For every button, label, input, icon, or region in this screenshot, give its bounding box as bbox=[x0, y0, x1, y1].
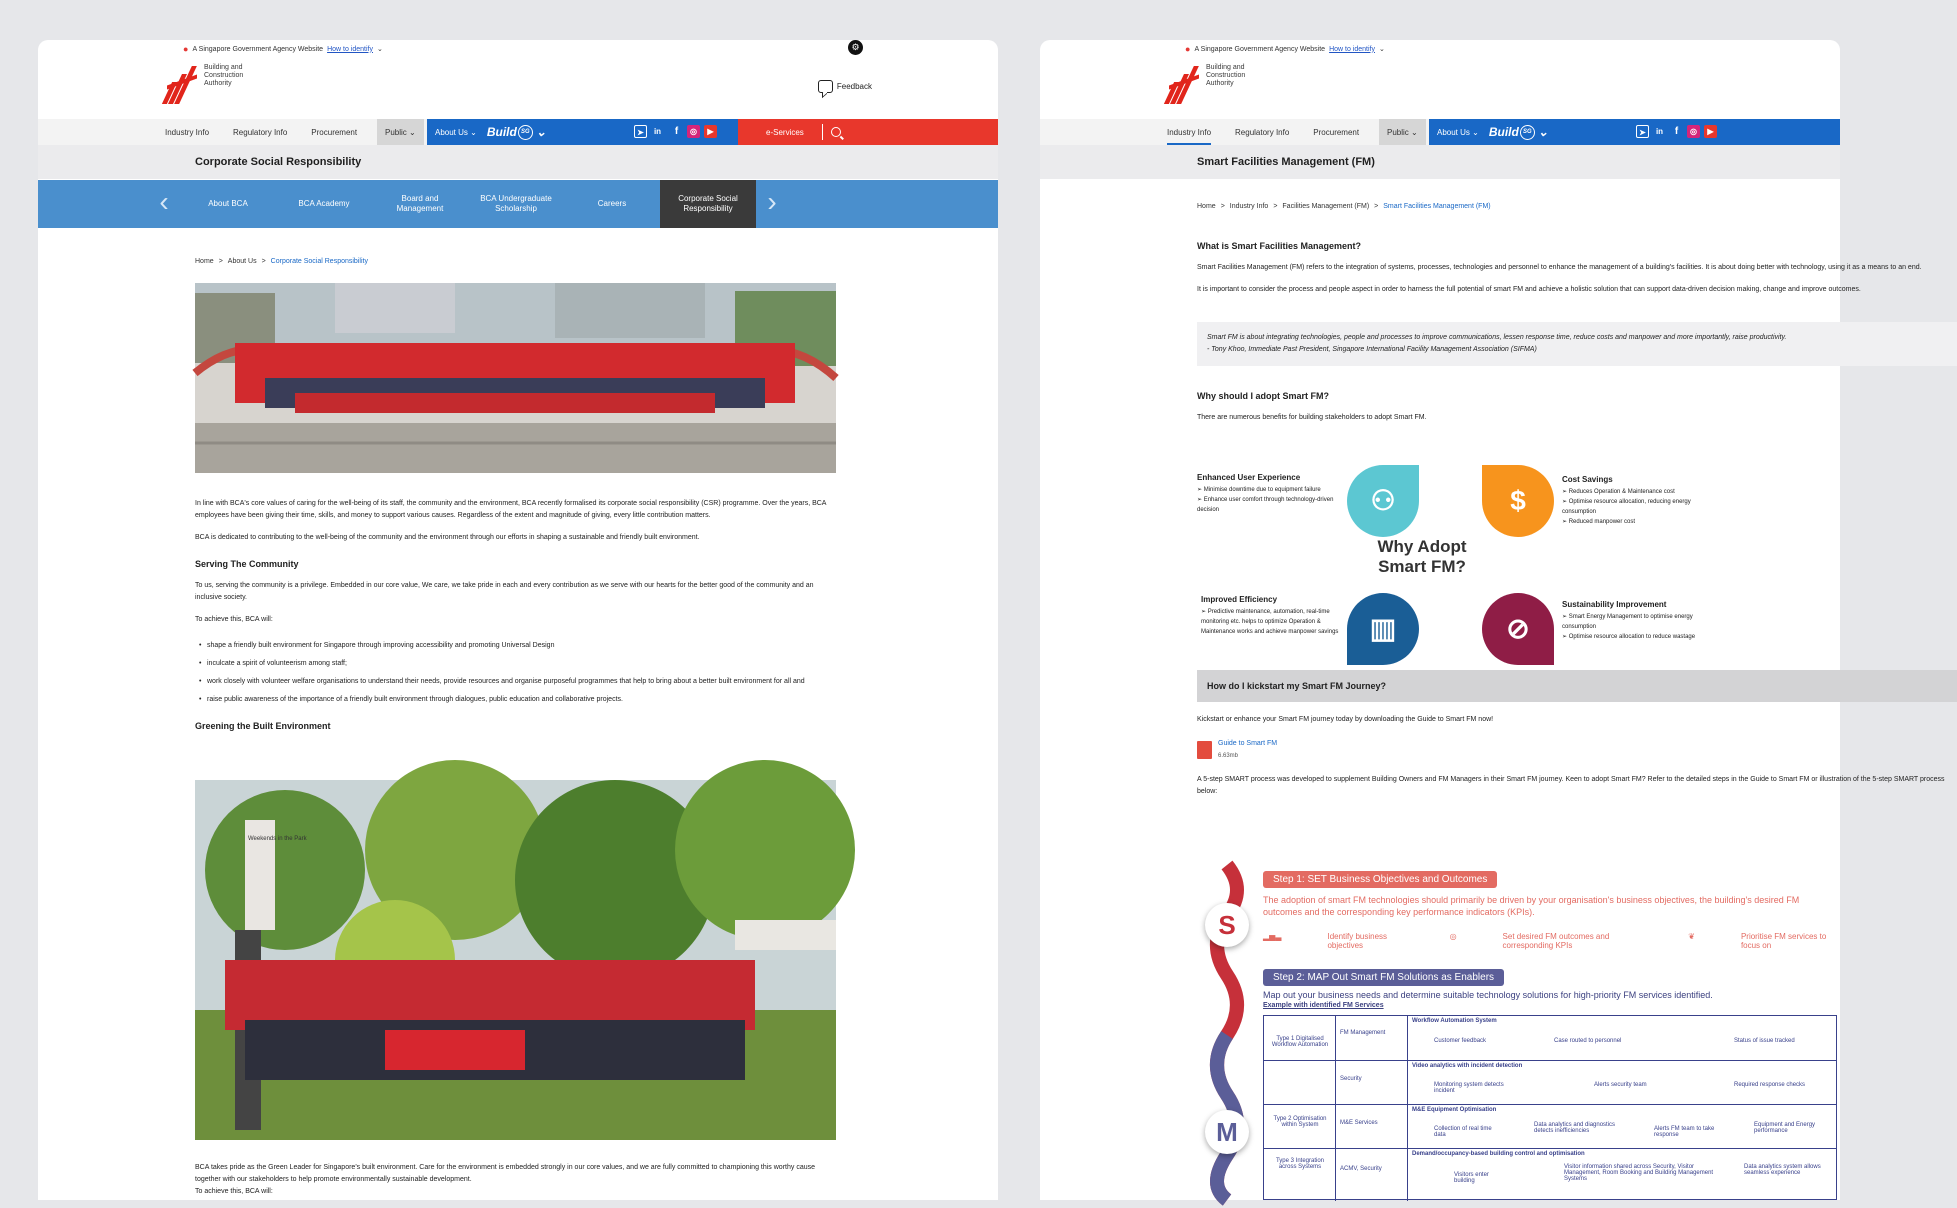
subnav-scholarship[interactable]: BCA Undergraduate Scholarship bbox=[480, 194, 552, 213]
step-2-title: Step 2: MAP Out Smart FM Solutions as Enablers bbox=[1263, 969, 1504, 986]
step-1-items bbox=[1263, 932, 1833, 950]
table-cell-step: Visitors enter building bbox=[1454, 1172, 1489, 1184]
buildsg-badge: SG bbox=[518, 125, 533, 140]
table-cell-service: FM Management bbox=[1340, 1030, 1386, 1036]
quote-text: Smart FM is about integrating technologies, people and processes to improve communications, lessen response time, reduce costs and manpower and more importantly, raise productivity. bbox=[1207, 334, 1787, 341]
bca-logo-mark-icon bbox=[165, 62, 201, 104]
logo-line-1: Building and bbox=[204, 64, 243, 71]
q1-text bbox=[1197, 485, 1337, 515]
chevron-right-icon[interactable]: › bbox=[767, 186, 777, 217]
heading-kickstart: How do I kickstart my Smart FM Journey? bbox=[1197, 670, 1957, 702]
q4-text bbox=[1562, 612, 1702, 642]
gov-banner bbox=[183, 44, 383, 54]
subnav-careers[interactable]: Careers bbox=[597, 199, 627, 208]
nav-about-section bbox=[1429, 119, 1840, 145]
nav-about-section bbox=[427, 119, 668, 145]
eservices-bar bbox=[738, 119, 998, 145]
q3-text: ➢ Predictive maintenance, automation, real-time monitoring etc. helps to optimize Operation & Maintenance works and achieve manpower savings bbox=[1201, 609, 1339, 635]
heading-serving-community: Serving The Community bbox=[195, 559, 299, 569]
nav-public-label: Public bbox=[385, 127, 407, 137]
nav-public[interactable]: Public ⌄ bbox=[377, 119, 424, 145]
instagram-icon[interactable]: ◎ bbox=[1687, 125, 1700, 138]
smart-fm-para-2: It is important to consider the process and people aspect in order to harness the full potential of smart FM and achieve a holistic solution that can support data-driven decision making, change and improve outcomes. bbox=[1197, 286, 1861, 293]
nav-industry-info[interactable]: Industry Info bbox=[165, 127, 210, 137]
heading-what-is-smart-fm: What is Smart Facilities Management? bbox=[1197, 241, 1362, 251]
bca-logo-mark-icon bbox=[1167, 62, 1203, 104]
buildsg-text: Build bbox=[486, 125, 517, 139]
csr-para-1: In line with BCA's core values of caring for the well-being of its staff, the community and the environment, BCA recently formalised its corporate social responsibility (CSR) programme. Over the years, BCA employees have been giving their time, skills, and money to support various causes. Regardless of the extent and magnitude of giving, every little contribution matters. bbox=[195, 500, 827, 519]
logo-line-2: Construction bbox=[1206, 72, 1246, 79]
subnav-board-management[interactable]: Board and Management bbox=[396, 194, 444, 213]
list-item: • shape a friendly built environment for Singapore through improving accessibility and promoting Universal Design bbox=[195, 640, 836, 652]
table-cell-title: Demand/occupancy-based building control and optimisation bbox=[1412, 1151, 1585, 1157]
smart-fm-para-3: There are numerous benefits for building stakeholders to adopt Smart FM. bbox=[1197, 414, 1427, 421]
greening-article bbox=[195, 1162, 836, 1208]
facebook-icon[interactable]: f bbox=[1670, 125, 1683, 138]
park-sign-text: Weekends in the Park bbox=[248, 836, 307, 842]
greening-para: BCA takes pride as the Green Leader for Singapore's built environment. Care for the environment is embedded strongly in our core values, and we are fully committed to championing this worthy cause together with our stakeholders to help promote environmentally sustainable development. bbox=[195, 1164, 815, 1183]
chevron-down-icon: ⌄ bbox=[1378, 46, 1385, 53]
breadcrumb: Home > About Us > Corporate Social Responsibility bbox=[195, 258, 368, 265]
nav-public[interactable]: Public ⌄ bbox=[1379, 119, 1426, 145]
q1-item: ➢ Minimise downtime due to equipment failure bbox=[1197, 487, 1321, 493]
smart-fm-article bbox=[1197, 228, 1957, 434]
table-cell-service: M&E Services bbox=[1340, 1120, 1378, 1126]
gov-banner bbox=[1185, 44, 1385, 54]
nav-about-label: About Us bbox=[435, 127, 468, 137]
chevron-left-icon[interactable]: ‹ bbox=[159, 186, 169, 217]
search-icon[interactable] bbox=[831, 127, 841, 137]
step-1-text: The adoption of smart FM technologies should primarily be driven by your organisation's business objectives, the building's desired FM outcomes and the corresponding key performance indicators (KPIs). bbox=[1263, 895, 1800, 917]
table-cell-step: Customer feedback bbox=[1434, 1038, 1487, 1044]
kickstart-section bbox=[1197, 670, 1957, 808]
nav-regulatory-info[interactable]: Regulatory Info bbox=[233, 127, 288, 137]
page-title: Smart Facilities Management (FM) bbox=[1040, 145, 1840, 179]
step-1 bbox=[1263, 871, 1833, 950]
table-cell-step: Status of issue tracked bbox=[1734, 1038, 1795, 1044]
table-cell-title: Workflow Automation System bbox=[1412, 1018, 1497, 1024]
step-2-text: Map out your business needs and determine suitable technology solutions for high-priority FM services identified. bbox=[1263, 990, 1713, 1000]
smart-process-infographic bbox=[1197, 865, 1837, 1200]
table-cell-step: Collection of real time data bbox=[1434, 1126, 1492, 1138]
about-subnav bbox=[38, 180, 998, 228]
main-nav bbox=[1040, 119, 1840, 145]
step-s-badge: S bbox=[1205, 903, 1249, 947]
table-cell-step: Monitoring system detects incident bbox=[1434, 1082, 1504, 1094]
breadcrumb-home[interactable]: Home bbox=[1197, 203, 1216, 210]
why-adopt-infographic bbox=[1197, 465, 1837, 665]
breadcrumb-industry-info[interactable]: Industry Info bbox=[1229, 203, 1269, 210]
list-item: • raise public awareness of the importance of a friendly built environment through dialogues, public education and collaborative projects. bbox=[195, 694, 836, 706]
table-cell-type: Type 3 Integration across Systems bbox=[1275, 1158, 1325, 1170]
why-adopt-title: Why Adopt Smart FM? bbox=[1377, 537, 1467, 576]
table-cell-type: Type 2 Optimisation within System bbox=[1273, 1116, 1327, 1128]
bca-logo[interactable] bbox=[1167, 62, 1245, 104]
subnav-csr[interactable]: Corporate Social Responsibility bbox=[660, 180, 756, 228]
guide-link[interactable]: Guide to Smart FM bbox=[1218, 740, 1278, 747]
breadcrumb-current: Smart Facilities Management (FM) bbox=[1383, 203, 1491, 210]
buildsg-logo[interactable]: Build SG ⌄ bbox=[486, 125, 547, 139]
table-cell-step: Required response checks bbox=[1734, 1082, 1806, 1088]
table-cell-step: Alerts FM team to take response bbox=[1654, 1126, 1715, 1138]
podium-icon: ▂▅▃ bbox=[1263, 932, 1282, 941]
table-cell-step: Alerts security team bbox=[1594, 1082, 1647, 1088]
pdf-icon bbox=[1197, 741, 1212, 759]
q4-item: ➢ Optimise resource allocation to reduce wastage bbox=[1562, 634, 1696, 640]
table-cell-title: M&E Equipment Optimisation bbox=[1412, 1107, 1497, 1113]
guide-download[interactable] bbox=[1197, 738, 1957, 762]
table-cell-step: Case routed to personnel bbox=[1554, 1038, 1622, 1044]
nav-about-label: About Us bbox=[1437, 127, 1470, 137]
logo-line-3: Authority bbox=[204, 80, 232, 87]
feedback-button[interactable] bbox=[818, 80, 872, 93]
nav-procurement[interactable]: Procurement bbox=[1313, 127, 1360, 137]
feedback-label: Feedback bbox=[836, 82, 872, 91]
guide-size: 6.63mb bbox=[1218, 753, 1239, 759]
gov-banner-text: A Singapore Government Agency Website bbox=[192, 45, 324, 53]
feedback-icon bbox=[818, 80, 833, 93]
q2-item: ➢ Reduced manpower cost bbox=[1562, 519, 1636, 525]
buildsg-text: Build bbox=[1488, 125, 1519, 139]
logo-line-1: Building and bbox=[1206, 64, 1245, 71]
instagram-icon[interactable]: ◎ bbox=[687, 125, 700, 138]
quote-author: - Tony Khoo, Immediate Past President, Singapore International Facility Management Association (SIFMA) bbox=[1207, 346, 1537, 353]
csr-group-photo bbox=[195, 283, 836, 473]
nav-procurement[interactable]: Procurement bbox=[311, 127, 358, 137]
table-cell-service: Security bbox=[1340, 1076, 1362, 1082]
nav-about-us[interactable]: About Us ⌄ bbox=[1437, 127, 1479, 137]
bca-logo[interactable] bbox=[165, 62, 243, 104]
table-cell-step: Data analytics and diagnostics detects inefficiencies bbox=[1534, 1122, 1616, 1134]
page-title: Corporate Social Responsibility bbox=[38, 145, 998, 179]
table-cell-step: Equipment and Energy performance bbox=[1754, 1122, 1816, 1134]
table-cell-type: Type 1 Digitalised Workflow Automation bbox=[1271, 1036, 1329, 1048]
nav-regulatory-info[interactable]: Regulatory Info bbox=[1235, 127, 1290, 137]
nav-about-us[interactable]: About Us ⌄ bbox=[435, 127, 477, 137]
q2-text bbox=[1562, 487, 1702, 527]
csr-para-2: BCA is dedicated to contributing to the well-being of the community and the environment through our efforts in shaping a sustainable and friendly built environment. bbox=[195, 534, 700, 541]
youtube-icon[interactable]: ▶ bbox=[1704, 125, 1717, 138]
breadcrumb: Home > Industry Info > Facilities Management (FM) > Smart Facilities Management (FM) bbox=[1197, 203, 1491, 210]
target-icon: ◎ bbox=[1449, 932, 1457, 941]
buildsg-badge: SG bbox=[1520, 125, 1535, 140]
list-item: • work closely with volunteer welfare organisations to understand their needs, provide resources and organise purposeful programmes that help to bring about a better built environment for all and bbox=[195, 676, 836, 688]
csr-para-3: To us, serving the community is a privilege. Embedded in our core value, We care, we take pride in each and every contribution as we serve with our hearts for the better good of the community and an inclusive society. bbox=[195, 582, 814, 601]
nav-public-label: Public bbox=[1387, 127, 1409, 137]
q1-item: ➢ Enhance user comfort through technology-driven decision bbox=[1197, 497, 1334, 513]
heading-why-adopt: Why should I adopt Smart FM? bbox=[1197, 391, 1329, 401]
smart-process-para: A 5-step SMART process was developed to supplement Building Owners and FM Managers in their Smart FM journey. Keen to adopt Smart FM? Refer to the detailed steps in the Guide to Smart FM or illustration of the 5-step SMART process below: bbox=[1197, 776, 1945, 795]
lion-head-icon: ● bbox=[1185, 44, 1191, 54]
list-item: • inculcate a spirit of volunteerism among staff; bbox=[195, 658, 836, 670]
chevron-down-icon: ⌄ bbox=[376, 46, 383, 53]
breadcrumb-fm[interactable]: Facilities Management (FM) bbox=[1282, 203, 1370, 210]
csr-page-window bbox=[38, 40, 998, 1200]
laurel-icon: ❦ bbox=[1688, 932, 1695, 941]
users-icon: ⚇ bbox=[1347, 465, 1419, 537]
step-1-title: Step 1: SET Business Objectives and Outcomes bbox=[1263, 871, 1497, 888]
gov-banner-text: A Singapore Government Agency Website bbox=[1194, 45, 1326, 53]
smart-fm-para-1: Smart Facilities Management (FM) refers to the integration of systems, processes, technologies and personnel to enhance the management of a building's facilities. It is about doing better with technology, using it as a means to an end. bbox=[1197, 264, 1922, 271]
table-cell-step: Visitor information shared across Security, Visitor Management, Room Booking and Building Management Systems bbox=[1564, 1164, 1714, 1182]
greening-achieve: To achieve this, BCA will: bbox=[195, 1188, 273, 1195]
step-1-item: Set desired FM outcomes and corresponding KPIs bbox=[1502, 932, 1610, 950]
facebook-icon[interactable]: f bbox=[670, 125, 683, 138]
dollar-icon: $ bbox=[1482, 465, 1554, 537]
table-cell-title: Video analytics with incident detection bbox=[1412, 1063, 1523, 1069]
q1-title: Enhanced User Experience bbox=[1197, 473, 1301, 482]
youtube-icon[interactable]: ▶ bbox=[704, 125, 717, 138]
q2-item: ➢ Optimise resource allocation, reducing energy consumption bbox=[1562, 499, 1691, 515]
logo-line-2: Construction bbox=[204, 72, 244, 79]
how-to-identify-link[interactable]: How to identify bbox=[327, 45, 373, 53]
telegram-icon[interactable]: ➤ bbox=[634, 125, 647, 138]
fm-services-table bbox=[1263, 1015, 1837, 1200]
csr-article bbox=[195, 498, 836, 742]
breadcrumb-current: Corporate Social Responsibility bbox=[270, 258, 368, 265]
telegram-icon[interactable]: ➤ bbox=[1636, 125, 1649, 138]
subnav-about-bca[interactable]: About BCA bbox=[208, 199, 248, 208]
subnav-bca-academy[interactable]: BCA Academy bbox=[298, 199, 350, 208]
step-2 bbox=[1263, 969, 1833, 1009]
q2-item: ➢ Reduces Operation & Maintenance cost bbox=[1562, 489, 1675, 495]
lion-head-icon: ● bbox=[183, 44, 189, 54]
quote-box bbox=[1197, 322, 1957, 366]
leaf-plug-icon: ⊘ bbox=[1482, 593, 1554, 665]
nav-industry-info[interactable]: Industry Info bbox=[1167, 120, 1211, 145]
q4-title: Sustainability Improvement bbox=[1562, 600, 1667, 609]
accessibility-icon[interactable]: ⚙ bbox=[848, 40, 863, 55]
table-cell-step: Data analytics system allows seamless experience bbox=[1744, 1164, 1821, 1176]
linkedin-icon[interactable]: in bbox=[651, 125, 664, 138]
q4-item: ➢ Smart Energy Management to optimise energy consumption bbox=[1562, 614, 1693, 630]
step-m-badge: M bbox=[1205, 1110, 1249, 1154]
linkedin-icon[interactable]: in bbox=[1653, 125, 1666, 138]
q3-title: Improved Efficiency bbox=[1201, 595, 1278, 604]
logo-line-3: Authority bbox=[1206, 80, 1234, 87]
step-2-example: Example with identified FM Services bbox=[1263, 1002, 1384, 1009]
step-1-item: Prioritise FM services to focus on bbox=[1740, 932, 1827, 950]
table-cell-service: ACMV, Security bbox=[1340, 1166, 1382, 1172]
q2-title: Cost Savings bbox=[1562, 475, 1613, 484]
heading-greening: Greening the Built Environment bbox=[195, 721, 331, 731]
smart-fm-page-window bbox=[1040, 40, 1945, 1200]
buildsg-logo[interactable]: Build SG ⌄ bbox=[1488, 125, 1549, 139]
greening-group-photo bbox=[195, 780, 836, 1140]
step-1-item: Identify business objectives bbox=[1327, 932, 1388, 950]
csr-achieve: To achieve this, BCA will: bbox=[195, 616, 273, 623]
main-nav bbox=[38, 119, 998, 145]
how-to-identify-link[interactable]: How to identify bbox=[1329, 45, 1375, 53]
breadcrumb-home[interactable]: Home bbox=[195, 258, 214, 265]
kickstart-para: Kickstart or enhance your Smart FM journey today by downloading the Guide to Smart FM now! bbox=[1197, 716, 1494, 723]
bar-chart-icon: ▥ bbox=[1347, 593, 1419, 665]
breadcrumb-about[interactable]: About Us bbox=[227, 258, 257, 265]
nav-social-area bbox=[668, 119, 738, 145]
eservices-link[interactable]: e-Services bbox=[766, 127, 804, 137]
